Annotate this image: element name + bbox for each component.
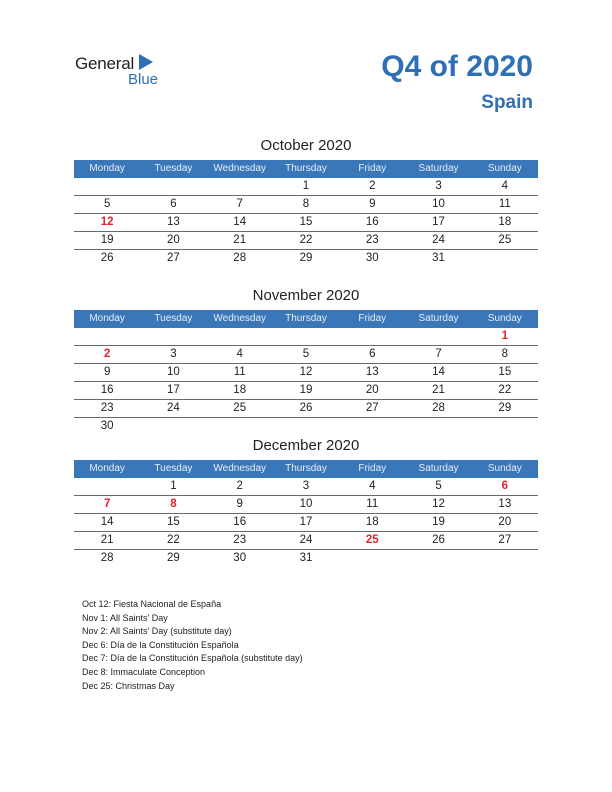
weekday-label: Wednesday [213,313,267,324]
day-cell: 18 [233,384,247,396]
page-title: Q4 of 2020 [381,50,533,83]
logo-general-text: General [75,54,135,73]
day-cell: 3 [302,480,310,492]
day-cell: 5 [435,480,442,492]
day-cell: 11 [233,366,246,378]
weekday-label: Thursday [285,463,327,474]
holiday-note: Oct 12: Fiesta Nacional de España [82,599,222,609]
day-cell: 21 [233,234,247,246]
week-row [74,250,538,267]
day-cell: 5 [103,198,111,210]
day-cell: 14 [432,366,445,378]
day-cell: 10 [299,498,313,510]
logo [75,52,185,88]
day-cell: 10 [167,366,180,378]
day-cell: 22 [299,234,313,246]
day-cell: 27 [365,402,379,414]
day-cell [339,418,405,435]
day-cell: 27 [167,252,180,264]
weekday-label: Friday [358,163,387,174]
holiday-day-cell: 25 [365,534,379,546]
day-cell: 23 [365,234,379,246]
day-cell: 9 [369,198,376,210]
day-cell [140,418,206,435]
holiday-note: Dec 6: Día de la Constitución Española [82,639,239,650]
day-cell: 18 [365,516,379,528]
weekday-header [74,460,538,478]
holiday-note: Nov 2: All Saints' Day (substitute day) [82,626,232,637]
weekday-label: Friday [358,463,387,474]
day-cell: 30 [100,420,114,432]
day-cell: 4 [369,480,376,492]
holiday-note: Dec 7: Día de la Constitución Española (substitute day) [82,653,303,664]
day-cell: 18 [498,216,512,228]
day-cell: 20 [365,384,379,396]
day-cell [74,178,140,195]
day-cell: 28 [100,552,114,564]
weekday-label: Saturday [418,313,459,324]
day-cell: 3 [435,180,442,192]
day-cell: 19 [100,234,114,246]
weekday-label: Sunday [487,463,522,474]
day-cell [140,328,206,345]
day-cell: 24 [299,534,313,546]
day-cell: 29 [299,252,313,264]
day-cell [339,550,405,567]
day-cell [74,478,140,495]
day-cell: 14 [100,516,114,528]
day-cell: 23 [233,534,247,546]
weekday-label: Friday [358,313,387,324]
week-row [74,514,538,532]
day-cell: 11 [366,498,379,510]
logo-blue-text: Blue [128,71,159,88]
day-cell: 2 [369,180,376,192]
holiday-day-cell: 6 [501,480,509,492]
day-cell: 11 [498,198,511,210]
day-cell: 8 [501,348,509,360]
week-row [74,346,538,364]
day-cell: 7 [435,348,442,360]
day-cell: 4 [236,348,243,360]
day-cell: 9 [236,498,243,510]
day-cell: 28 [432,402,445,414]
weekday-label: Monday [89,163,125,174]
day-cell: 26 [432,534,445,546]
day-cell: 27 [498,534,512,546]
day-cell: 14 [233,216,247,228]
day-cell: 13 [167,216,180,228]
day-cell: 29 [167,552,180,564]
month-title: November 2020 [252,287,360,304]
day-cell: 1 [302,180,310,192]
day-cell: 28 [233,252,247,264]
holiday-day-cell: 8 [170,498,177,510]
day-cell: 10 [432,198,445,210]
day-cell: 6 [369,348,376,360]
day-cell: 5 [302,348,310,360]
day-cell [207,328,273,345]
month-title: December 2020 [252,437,360,454]
day-cell: 26 [100,252,114,264]
day-cell: 17 [167,384,180,396]
weekday-label: Saturday [418,163,459,174]
day-cell: 15 [498,366,512,378]
weekday-label: Saturday [418,463,459,474]
day-cell [405,328,471,345]
day-cell: 6 [170,198,177,210]
week-row [74,400,538,418]
holiday-note: Dec 25: Christmas Day [82,680,175,691]
day-cell: 19 [432,516,445,528]
day-cell: 16 [365,216,379,228]
holiday-day-cell: 2 [103,348,111,360]
day-cell: 1 [170,480,177,492]
day-cell [472,418,538,435]
month-calendar-december [74,437,538,567]
weekday-header [74,160,538,178]
day-cell: 19 [299,384,313,396]
country-subtitle: Spain [481,92,533,113]
day-cell: 13 [365,366,379,378]
week-row [74,196,538,214]
weekday-label: Thursday [285,313,327,324]
holiday-notes [82,598,303,693]
week-row [74,232,538,250]
day-cell [339,328,405,345]
day-cell: 25 [233,402,247,414]
day-cell: 7 [236,198,243,210]
day-cell [405,550,471,567]
weekday-label: Monday [89,313,125,324]
day-cell: 20 [498,516,512,528]
day-cell: 31 [432,252,445,264]
week-row [74,532,538,550]
day-cell: 17 [432,216,445,228]
day-cell: 12 [299,366,313,378]
week-row [74,178,538,196]
holiday-note: Dec 8: Immaculate Conception [82,666,206,677]
weekday-label: Tuesday [154,313,193,324]
weekday-label: Thursday [285,163,327,174]
day-cell: 17 [299,516,313,528]
day-cell: 12 [432,498,445,510]
month-calendar-november [74,287,538,435]
day-cell: 4 [501,180,509,192]
weekday-label: Tuesday [154,463,193,474]
day-cell: 16 [233,516,247,528]
day-cell [207,178,273,195]
day-cell: 21 [432,384,445,396]
day-cell: 25 [498,234,512,246]
week-row [74,418,538,435]
week-row [74,496,538,514]
day-cell: 8 [302,198,310,210]
day-cell: 22 [498,384,512,396]
day-cell: 15 [299,216,313,228]
day-cell: 2 [236,480,243,492]
day-cell: 13 [498,498,512,510]
week-row [74,214,538,232]
weekday-label: Wednesday [213,163,267,174]
week-row [74,364,538,382]
weekday-label: Sunday [487,313,522,324]
holiday-day-cell: 1 [501,330,509,342]
week-row [74,550,538,567]
day-cell [207,418,273,435]
weekday-label: Wednesday [213,463,267,474]
day-cell: 15 [167,516,180,528]
day-cell: 3 [170,348,177,360]
day-cell: 21 [100,534,114,546]
day-cell: 29 [498,402,512,414]
day-cell [140,178,206,195]
day-cell: 30 [365,252,379,264]
day-cell: 22 [167,534,180,546]
day-cell: 30 [233,552,247,564]
weekday-label: Monday [89,463,125,474]
holiday-note: Nov 1: All Saints' Day [82,612,168,623]
week-row [74,478,538,496]
day-cell: 24 [167,402,180,414]
day-cell [74,328,140,345]
month-title: October 2020 [260,137,352,154]
weekday-header [74,310,538,328]
day-cell [405,418,471,435]
day-cell [273,418,339,435]
day-cell [273,328,339,345]
day-cell: 24 [432,234,445,246]
holiday-day-cell: 7 [103,498,111,510]
day-cell [472,250,538,267]
day-cell: 23 [100,402,114,414]
holiday-day-cell: 12 [100,216,114,228]
day-cell: 31 [299,552,313,564]
day-cell [472,550,538,567]
logo-flag-icon [139,54,153,70]
month-calendar-october [74,137,538,267]
day-cell: 20 [167,234,180,246]
week-row [74,382,538,400]
weekday-label: Tuesday [154,163,193,174]
week-row [74,328,538,346]
day-cell: 9 [103,366,111,378]
day-cell: 16 [100,384,114,396]
day-cell: 26 [299,402,313,414]
weekday-label: Sunday [487,163,522,174]
